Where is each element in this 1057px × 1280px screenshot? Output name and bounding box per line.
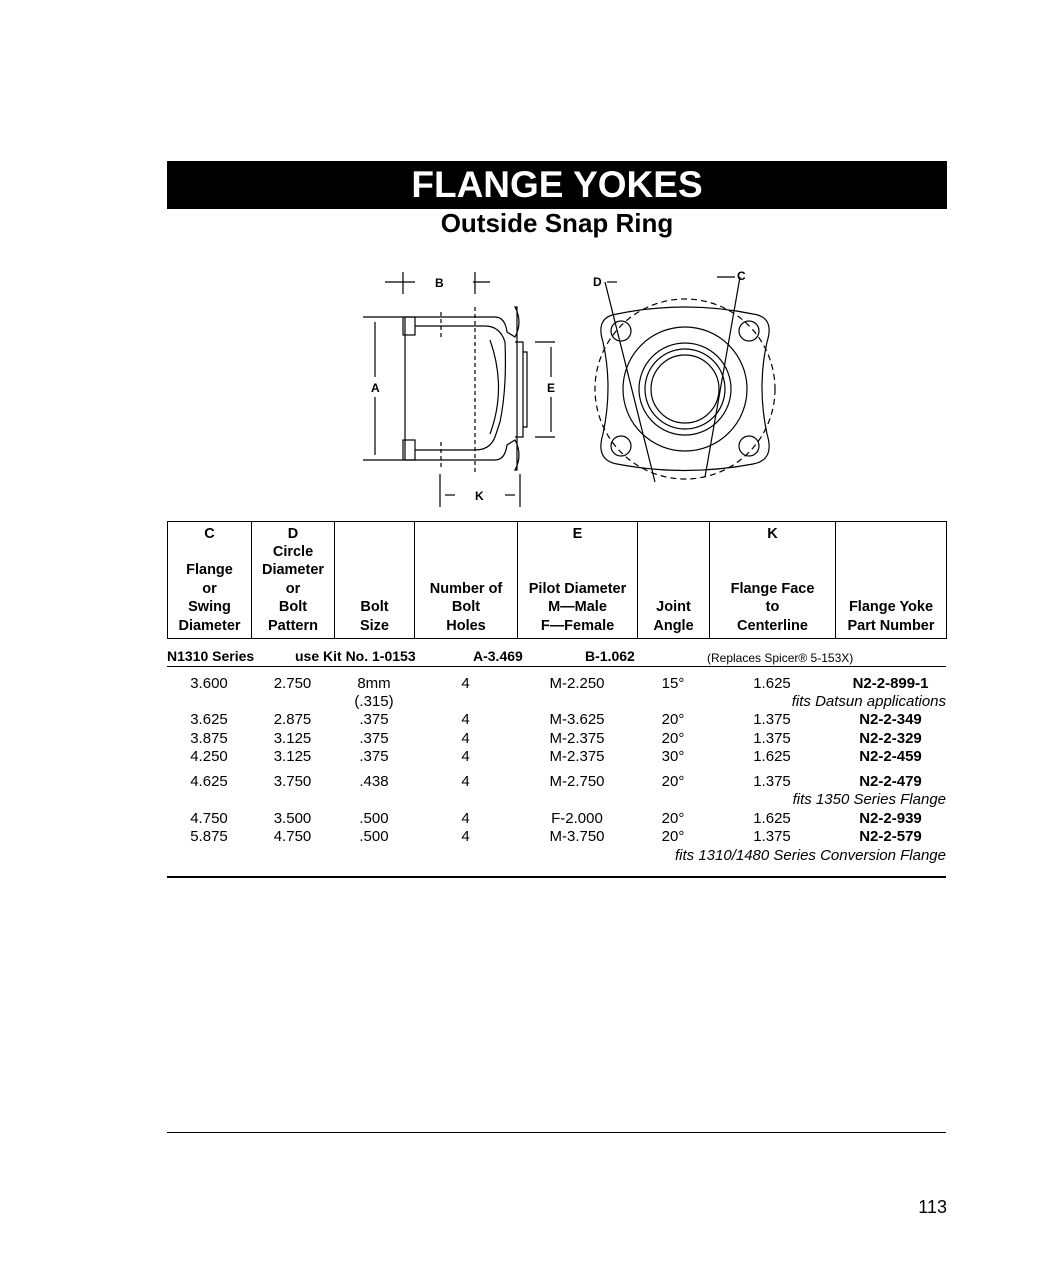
part-number: N2-2-899-1 [852, 675, 929, 692]
series-a-value: A-3.469 [473, 648, 523, 664]
fits-note: fits 1310/1480 Series Conversion Flange [675, 847, 946, 864]
part-number: N2-2-579 [859, 828, 922, 845]
table-row: 4.625 3.750 .438 4 M-2.750 20° 1.375 N2-2-479 [167, 773, 946, 792]
table-row-continuation [167, 791, 946, 810]
dimension-c-label: C [737, 269, 746, 283]
table-row: 3.625 2.875 .375 4 M-3.625 20° 1.375 N2-2-349 [167, 711, 946, 730]
part-number: N2-2-349 [859, 711, 922, 728]
header-flange-diameter: C Flange or Swing Diameter [168, 522, 252, 639]
dimension-a-label: A [371, 381, 380, 395]
table-row: 4.250 3.125 .375 4 M-2.375 30° 1.625 N2-2-459 [167, 748, 946, 767]
dimension-b-label: B [435, 276, 444, 290]
page-subtitle: Outside Snap Ring [440, 208, 674, 238]
page-number: 113 [918, 1197, 947, 1217]
header-bolt-circle-diameter: D Circle Diameter or Bolt Pattern [252, 522, 335, 639]
header-joint-angle: Joint Angle [638, 522, 710, 639]
yoke-side-view [405, 307, 519, 470]
table-row: 4.750 3.500 .500 4 F-2.000 20° 1.625 N2-2-939 [167, 810, 946, 829]
table-row: 3.875 3.125 .375 4 M-2.375 20° 1.375 N2-2-329 [167, 730, 946, 749]
dimension-e-label: E [547, 381, 556, 395]
table-row-continuation [167, 847, 946, 866]
flange-yoke-diagram [355, 262, 795, 512]
spec-table-header [167, 521, 947, 639]
header-pilot-diameter: E Pilot Diameter M—Male F—Female [518, 522, 638, 639]
yoke-front-view [601, 307, 769, 471]
part-number: N2-2-459 [859, 748, 922, 765]
table-row-continuation: (.315) fits Datsun applications [354, 693, 946, 710]
series-b-value: B-1.062 [585, 648, 635, 664]
series-note: (Replaces Spicer® 5-153X) [707, 651, 854, 665]
part-number: N2-2-479 [859, 773, 922, 790]
header-bolt-holes: Number of Bolt Holes [415, 522, 518, 639]
dimension-d-label: D [593, 275, 602, 289]
footer-rule [167, 1132, 946, 1133]
table-row: 3.600 2.750 8mm 4 M-2.250 15° 1.625 N2-2-899-1 [167, 675, 946, 694]
page-title: FLANGE YOKES [167, 161, 947, 209]
series-heading [167, 648, 946, 667]
series-name: N1310 Series [167, 648, 255, 664]
header-bolt-size: Bolt Size [335, 522, 415, 639]
part-number: N2-2-939 [859, 810, 922, 827]
part-number: N2-2-329 [859, 730, 922, 747]
series-kit: use Kit No. 1-0153 [295, 648, 416, 664]
fits-note: fits 1350 Series Flange [792, 791, 946, 808]
table-row: 5.875 4.750 .500 4 M-3.750 20° 1.375 N2-2-579 [167, 828, 946, 847]
fits-note: fits Datsun applications [791, 693, 946, 710]
header-flange-face-centerline: K Flange Face to Centerline [710, 522, 836, 639]
table-bottom-rule [167, 876, 946, 878]
dimension-k-label: K [475, 489, 484, 503]
header-part-number: Flange Yoke Part Number [836, 522, 947, 639]
